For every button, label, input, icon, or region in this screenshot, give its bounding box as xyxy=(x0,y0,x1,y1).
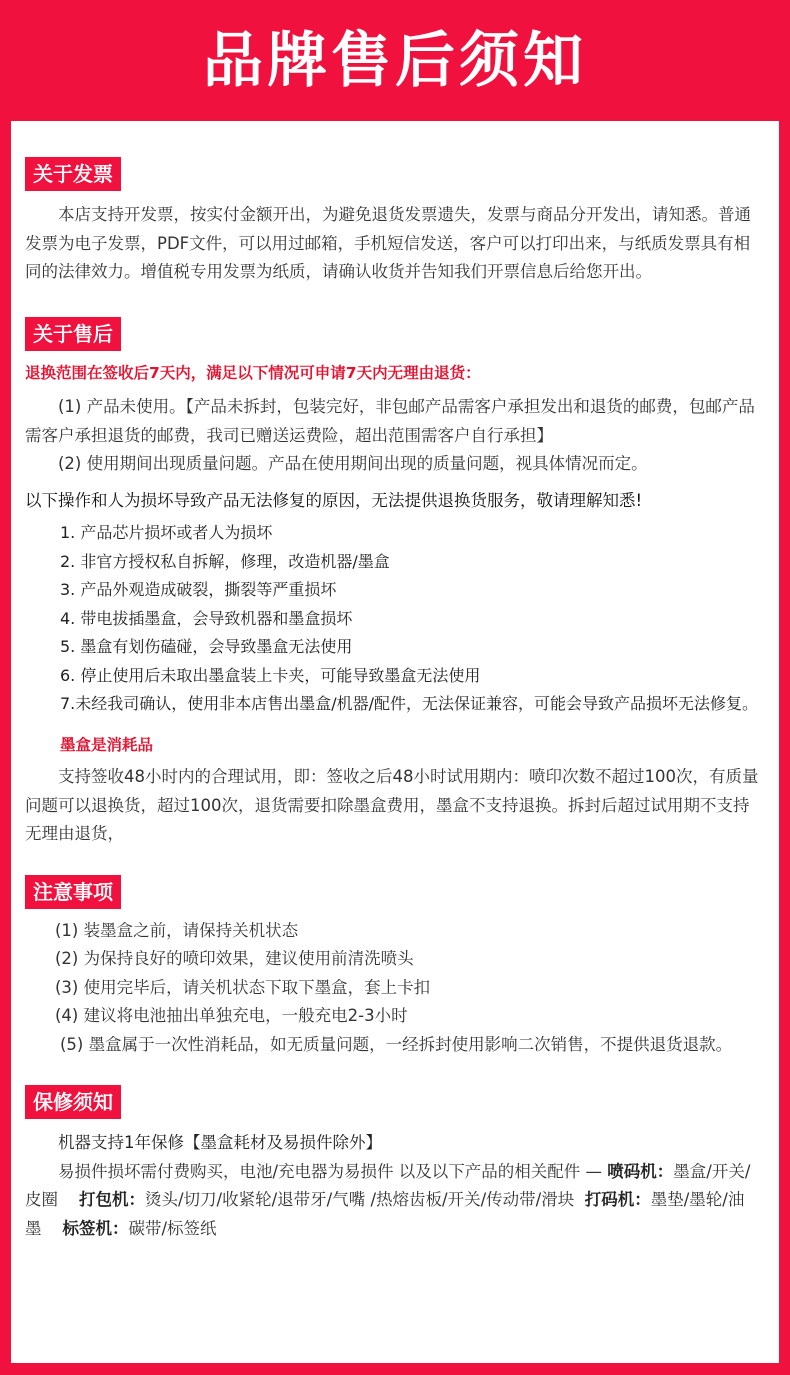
no-return-item-5: 5. 墨盒有划伤磕碰，会导致墨盒无法使用 xyxy=(60,637,353,656)
warranty-line-1: 机器支持1年保修【墨盒耗材及易损件除外】 xyxy=(58,1133,382,1152)
return-condition-2: (2) 使用期间出现质量问题。产品在使用期间出现的质量问题，视具体情况而定。 xyxy=(58,454,648,473)
note-item-4: (4) 建议将电池抽出单独充电，一般充电2-3小时 xyxy=(55,1006,408,1025)
parts-label-strapping: 打包机： xyxy=(78,1190,145,1209)
page-title: 品牌售后须知 xyxy=(203,26,587,96)
content-panel xyxy=(11,121,779,1363)
parts-list-inkjet: 墨盒/开关/皮圈 xyxy=(25,1161,751,1209)
parts-list-strapping: 烫头/切刀/收紧轮/退带牙/气嘴 /热熔齿板/开关/传动带/滑块 xyxy=(144,1190,575,1209)
consumable-heading: 墨盒是消耗品 xyxy=(60,735,154,754)
warranty-intro: 易损件损坏需付费购买，电池/充电器为易损件 以及以下产品的相关配件 — xyxy=(58,1161,608,1181)
no-return-item-7: 7.未经我司确认，使用非本店售出墨盒/机器/配件，无法保证兼容，可能会导致产品损坏无法修复。 xyxy=(60,694,759,713)
section-title-warranty: 保修须知 xyxy=(25,1085,121,1119)
parts-label-inkjet: 喷码机： xyxy=(607,1161,674,1181)
no-return-item-3: 3. 产品外观造成破裂，撕裂等严重损坏 xyxy=(60,580,337,599)
invoice-body: 本店支持开发票，按实付金额开出，为避免退货发票遗失，发票与商品分开发出，请知悉。普通发票为电子发票，PDF文件，可以用过邮箱，手机短信发送，客户可以打印出来，与纸质发票具有相同的法律效力。增值税专用发票为纸质，请确认收货并告知我们开票信息后给您开出。 xyxy=(25,205,751,281)
warranty-parts xyxy=(25,1158,765,1244)
no-return-item-4: 4. 带电拔插墨盒，会导致机器和墨盒损坏 xyxy=(60,608,353,628)
note-item-5: (5) 墨盒属于一次性消耗品，如无质量问题，一经拆封使用影响二次销售，不提供退货退款。 xyxy=(60,1034,733,1054)
consumable-body: 支持签收48小时内的合理试用，即：签收之后48小时试用期内：喷印次数不超过100次，有质量问题可以退换货，超过100次，退货需要扣除墨盒费用，墨盒不支持退换。拆封后超过试用期不支持无理由退货， xyxy=(25,767,759,843)
note-item-3: (3) 使用完毕后，请关机状态下取下墨盒，套上卡扣 xyxy=(55,977,431,997)
note-item-1: (1) 装墨盒之前，请保持关机状态 xyxy=(55,920,299,940)
section-title-after-sales: 关于售后 xyxy=(25,317,121,351)
parts-list-coder: 墨垫/墨轮/油墨 xyxy=(25,1190,745,1238)
note-item-2: (2) 为保持良好的喷印效果，建议使用前清洗喷头 xyxy=(55,949,414,968)
return-policy-heading: 退换范围在签收后7天内，满足以下情况可申请7天内无理由退货： xyxy=(25,363,481,382)
no-return-item-6: 6. 停止使用后未取出墨盒装上卡夹，可能导致墨盒无法使用 xyxy=(60,665,481,685)
parts-label-labeler: 标签机： xyxy=(62,1218,129,1238)
section-title-invoice: 关于发票 xyxy=(25,157,121,191)
parts-label-coder: 打码机： xyxy=(584,1190,651,1209)
no-return-item-2: 2. 非官方授权私自拆解，修理，改造机器/墨盒 xyxy=(60,551,390,571)
no-return-heading: 以下操作和人为损坏导致产品无法修复的原因，无法提供退换货服务，敬请理解知悉! xyxy=(25,490,643,510)
no-return-item-1: 1. 产品芯片损坏或者人为损坏 xyxy=(60,523,273,542)
section-title-notes: 注意事项 xyxy=(25,875,121,909)
parts-list-labeler: 碳带/标签纸 xyxy=(128,1218,217,1238)
return-condition-1: (1) 产品未使用。【产品未拆封，包装完好，非包邮产品需客户承担发出和退货的邮费，包邮产品需客户承担退货的邮费，我司已赠送运费险，超出范围需客户自行承担】 xyxy=(25,397,755,445)
